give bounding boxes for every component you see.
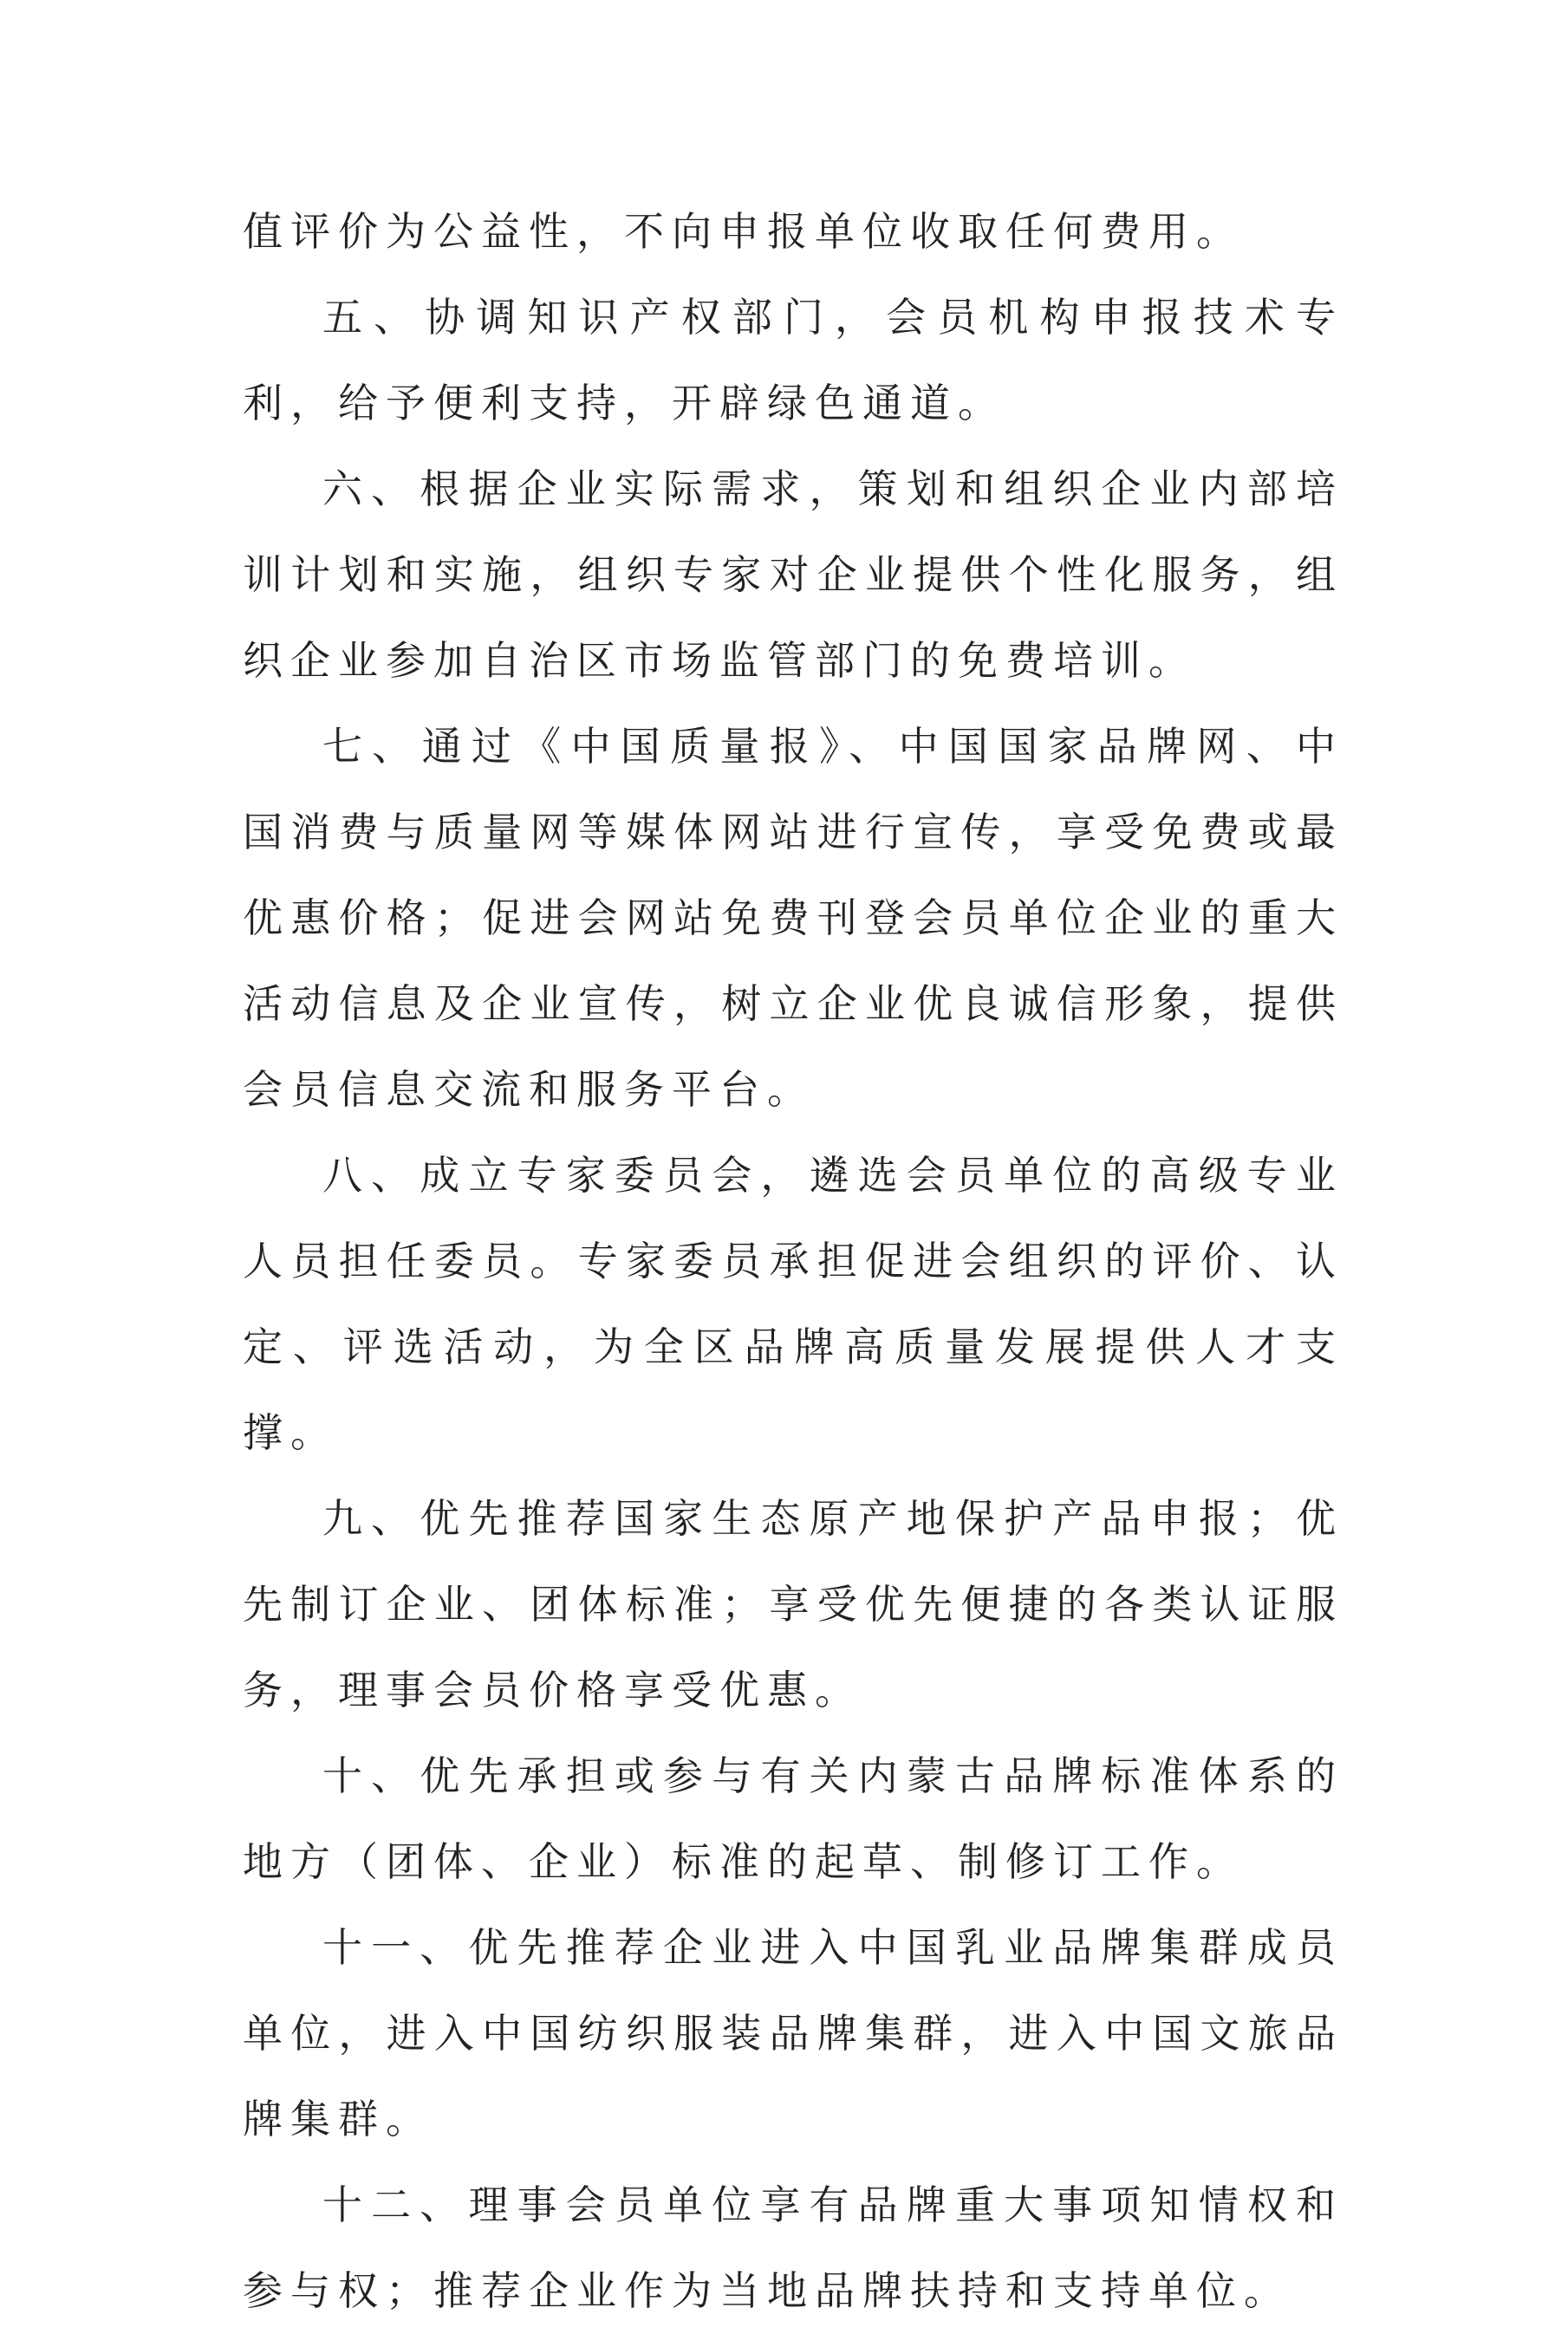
paragraph-item-9: 九、优先推荐国家生态原产地保护产品申报；优先制订企业、团体标准；享受优先便捷的各类认证服务，理事会员价格享受优惠。 (243, 1495, 1344, 1713)
paragraph-item-10: 十、优先承担或参与有关内蒙古品牌标准体系的地方（团体、企业）标准的起草、制修订工作。 (243, 1752, 1344, 1885)
paragraph-item-12: 十二、理事会员单位享有品牌重大事项知情权和参与权；推荐企业作为当地品牌扶持和支持单位。 (243, 2181, 1344, 2314)
paragraph-item-7: 七、通过《中国质量报》、中国国家品牌网、中国消费与质量网等媒体网站进行宣传，享受免费或最优惠价格；促进会网站免费刊登会员单位企业的重大活动信息及企业宣传，树立企业优良诚信形象，提供会员信息交流和服务平台。 (243, 723, 1344, 1113)
paragraph-item-11: 十一、优先推荐企业进入中国乳业品牌集群成员单位，进入中国纺织服装品牌集群，进入中国文旅品牌集群。 (243, 1924, 1344, 2142)
paragraph-item-6: 六、根据企业实际需求，策划和组织企业内部培训计划和实施，组织专家对企业提供个性化服务，组织企业参加自治区市场监管部门的免费培训。 (243, 465, 1344, 684)
paragraph-continuation: 值评价为公益性，不向申报单位收取任何费用。 (243, 208, 1244, 255)
paragraph-item-8: 八、成立专家委员会，遴选会员单位的高级专业人员担任委员。专家委员承担促进会组织的评价、认定、评选活动，为全区品牌高质量发展提供人才支撑。 (243, 1152, 1344, 1456)
document-body (243, 189, 1344, 2334)
paragraph-item-5: 五、协调知识产权部门，会员机构申报技术专利，给予便利支持，开辟绿色通道。 (243, 294, 1344, 426)
